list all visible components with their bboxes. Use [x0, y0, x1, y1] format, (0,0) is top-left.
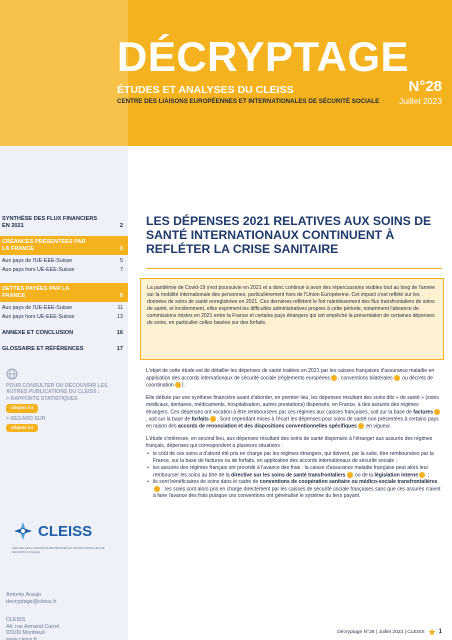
toc-page: 3 — [119, 246, 123, 252]
publication-subtitle: ÉTUDES ET ANALYSES DU CLEISS — [117, 84, 294, 96]
footnote-marker-icon[interactable] — [358, 423, 364, 429]
page-footer — [337, 628, 442, 636]
issue-date: Juillet 2023 — [398, 96, 442, 106]
org-city: 93100 Montreuil — [6, 630, 45, 637]
toc-creances[interactable] — [0, 236, 128, 255]
toc-label: Aux pays hors UE-EEE-Suisse — [2, 267, 75, 273]
toc-page: 17 — [116, 346, 123, 352]
title-divider — [146, 268, 442, 269]
toc-page: 9 — [119, 293, 123, 299]
org-street: 44, rue Armand Carrel — [6, 623, 60, 630]
footnote-marker-icon[interactable] — [347, 472, 353, 478]
cleiss-logo — [12, 520, 92, 542]
consult-block — [6, 368, 116, 435]
cleiss-logo-subtitle: CENTRE DES LIAISONS EUROPÉENNES ET INTERNATIONALES DE SÉCURITÉ SOCIALE — [12, 546, 105, 554]
toc-page: 2 — [119, 223, 123, 229]
star-icon — [428, 628, 436, 636]
click-here-button-2[interactable]: cliquez ici — [6, 424, 38, 432]
paragraph-3: L'étude s'intéresse, en second lieu, aux dépenses résultant des soins de santé dispensés à l'étranger aux assurés des régimes français, dépenses qui correspondent à plusieurs situations : — [146, 435, 433, 449]
organization-address — [6, 617, 59, 640]
toc-label: CRÉANCES PRÉSENTÉES PAR LA FRANCE — [2, 239, 86, 252]
toc-page: 13 — [117, 314, 123, 320]
toc-page: 16 — [116, 330, 123, 336]
toc-dettes-ue[interactable] — [0, 304, 128, 313]
link-rapports-statistiques[interactable]: > RAPPORTS STATISTIQUES — [6, 395, 78, 402]
organization-name: CENTRE DES LIAISONS EUROPÉENNES ET INTERNATIONALES DE SÉCURITÉ SOCIALE — [117, 98, 380, 105]
cleiss-logo-icon — [12, 520, 34, 542]
consult-text: POUR CONSULTER OU DÉCOUVRIR LES AUTRES PUBLICATIONS DU CLEISS : — [6, 383, 108, 396]
toc-creances-ue[interactable] — [0, 257, 128, 266]
toc-page: 7 — [120, 267, 123, 273]
toc-label: ANNEXE ET CONCLUSION — [2, 330, 74, 336]
toc-label: SYNTHÈSE DES FLUX FINANCIERS EN 2021 — [2, 216, 98, 229]
footnote-marker-icon[interactable] — [434, 409, 440, 415]
paragraph-2: Elle débute par une synthèse financière avant d'aborder, en premier lieu, les dépenses résultant des soins dits « de santé » (soins médicaux, dentaires, médicaments, hospitalisation, autres prestations) dispensés, en France, à des assurés des régimes étrangers. Ces dépenses ont vocation à être remboursées par ces régimes aux caisses françaises, soit sur la base de factures, soit sur la base de forfaits . Sont cependant mises à l'écart les dépenses pour soins de santé non présentées à certains pays en raison des accords de renonciation et des dispositions conventionnelles spécifiques en vigueur. — [146, 394, 439, 430]
click-here-button-1[interactable]: cliquez ici — [6, 404, 38, 412]
toc-label: DETTES PAYÉES PAR LA FRANCE — [2, 286, 70, 299]
summary-text: La pandémie de Covid-19 s'est poursuivie en 2021 et a donc continué à avoir des répercussions visibles tout au long de l'année sur la mobilité internationale des personnes, particulièrement hors de l'Union Européenne. Cet impact s'est reflété sur les données de soins de santé enregistrées en 2021. Ces dernières reflètent le fort ralentissement des flux transfrontaliers de soins de santé, et incidemment, elles expriment les difficultés administratives propres à cette période, notamment l'absence de commissions mixtes en 2021 entre la France et certains pays étrangers qui ont empêché la présentation de certaines dépenses de soins, en particulier celles basées sur des forfaits. — [147, 285, 435, 327]
toc-label: Aux pays de l'UE-EEE-Suisse — [2, 258, 73, 264]
footnote-marker-icon[interactable] — [210, 416, 216, 422]
toc-label: Aux pays hors UE-EEE-Suisse — [2, 314, 75, 320]
footnote-marker-icon[interactable] — [394, 375, 400, 381]
summary-box — [140, 278, 444, 360]
org-website[interactable]: www.cleiss.fr — [6, 636, 38, 640]
table-of-contents — [0, 216, 128, 353]
footnote-marker-icon[interactable] — [419, 472, 425, 478]
page-number: 1 — [438, 629, 442, 635]
situations-list — [146, 451, 442, 501]
org-name: CLEISS — [6, 617, 26, 623]
toc-dettes[interactable] — [0, 283, 128, 302]
toc-dettes-hors-ue[interactable] — [0, 313, 128, 322]
list-item: • les assurés des régimes français ont procédé à l'avance des frais : la caisse d'assurance maladie française peut alors leur rembourser les soins au titre de la directive sur les soins de santé transfrontaliers ou de la législation interne ; — [146, 465, 442, 479]
link-regard-sur[interactable]: > REGARD SUR — [6, 415, 46, 422]
footer-text: Décryptage N°28 | Juillet 2023 | CLEISS — [337, 629, 425, 635]
author-contact — [6, 592, 56, 606]
header-left-panel — [0, 0, 128, 146]
toc-annexe[interactable] — [0, 330, 128, 337]
toc-page: 11 — [117, 305, 123, 311]
issue-number: N°28 — [408, 78, 442, 95]
article-title: LES DÉPENSES 2021 RELATIVES AUX SOINS DE SANTÉ INTERNATIONAUX CONTINUENT À REFLÉTER LA CRISE SANITAIRE — [146, 214, 432, 256]
toc-page: 5 — [120, 258, 123, 264]
issue-block — [399, 78, 442, 106]
toc-label: GLOSSAIRE ET RÉFÉRENCES — [2, 346, 84, 352]
list-item: • ils sont bénéficiaires de soins dans le cadre de conventions de coopération sanitaire ou médico-sociale transfrontalières : les soins sont alors pris en charge directement par les caisses de sécurité sociale françaises sans que ces assurés n'aient à faire l'avance des frais puisque ces conventions ont généralisé le système du tiers payant. — [146, 479, 442, 500]
globe-icon — [6, 368, 18, 380]
author-email[interactable]: decryptage@cleiss.fr — [6, 599, 57, 605]
toc-creances-hors-ue[interactable] — [0, 266, 128, 275]
publication-title: DÉCRYPTAGE — [117, 33, 410, 80]
author-name: Antonio Araujo — [6, 592, 42, 598]
toc-synthese[interactable] — [0, 216, 128, 230]
article-body — [146, 368, 442, 500]
list-item: • le coût de ces soins a d'abord été pris en charge par les régimes étrangers, qui doivent, par la suite, être remboursées par la France, sur la base de factures ou de forfaits, en application des accords internationaux de sécurité sociale ; — [146, 451, 442, 465]
paragraph-1: L'objet de cette étude est de détailler les dépenses de santé traitées en 2021 par les caisses françaises d'assurance maladie en application des accords internationaux de sécurité sociale (règlements européens , conventions bilatérales ou décrets de coordination ). — [146, 368, 435, 389]
footnote-marker-icon[interactable] — [154, 486, 160, 492]
cleiss-logo-text: CLEISS — [38, 522, 93, 540]
footnote-marker-icon[interactable] — [175, 382, 181, 388]
toc-label: Aux pays de l'UE-EEE-Suisse — [2, 305, 73, 311]
toc-glossaire[interactable] — [0, 346, 128, 353]
footnote-marker-icon[interactable] — [331, 375, 337, 381]
